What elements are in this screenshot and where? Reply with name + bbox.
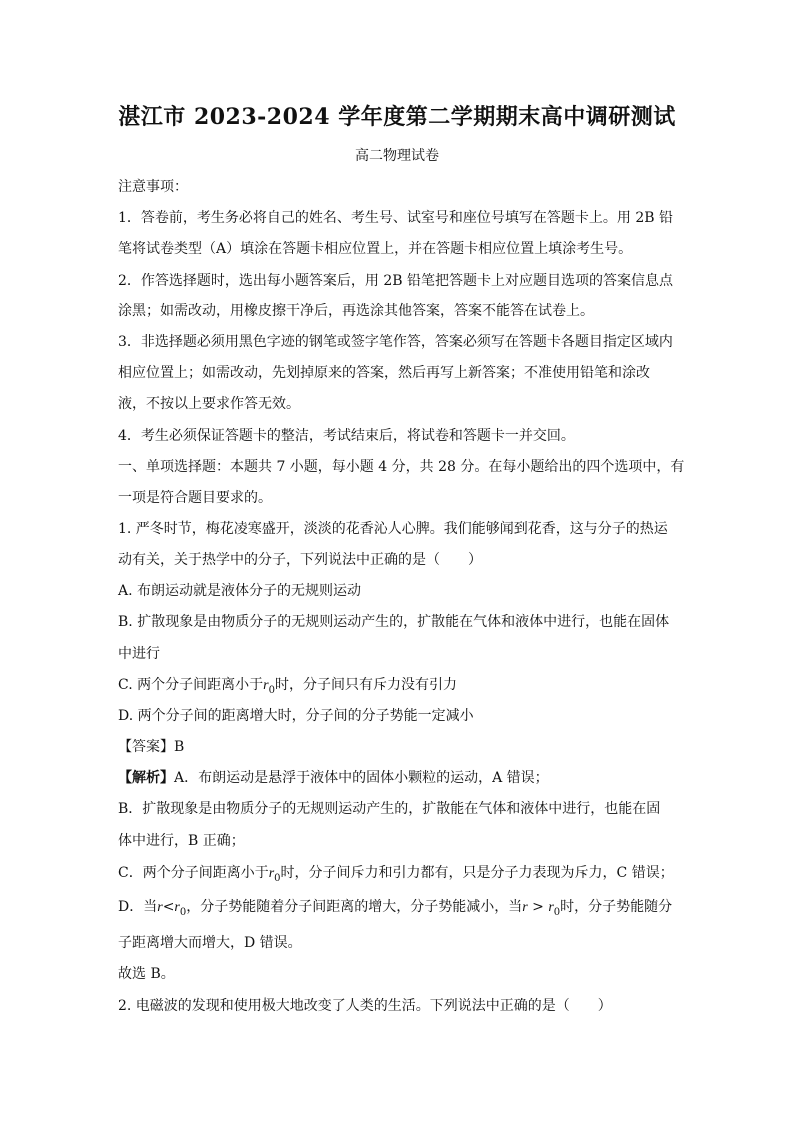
analysis-line-d: D．当$r<r_0$，分子势能随着分子间距离的增大，分子势能减小，当$r > r_0$时，分子势能随分 [118,899,673,918]
notice-line: 1．答卷前，考生务必将自己的姓名、考生号、试室号和座位号填写在答题卡上。用 2B 铅 [118,210,674,226]
notice-line: 2．作答选择题时，选出每小题答案后，用 2B 铅笔把答题卡上对应题目选项的答案信息点 [118,273,674,289]
analysis-line-b: B．扩散现象是由物质分子的无规则运动产生的，扩散能在气体和液体中进行，也能在固 [118,801,661,817]
question-1-option-b: B. 扩散现象是由物质分子的无规则运动产生的，扩散能在气体和液体中进行，也能在固体 [118,614,670,630]
section-heading: 一、单项选择题：本题共 7 小题，每小题 4 分，共 28 分。在每小题给出的四个选项中，有 [118,459,685,475]
notice-heading: 注意事项： [118,179,188,195]
answer-line: 【答案】B [118,739,185,755]
notice-line: 涂黑；如需改动，用橡皮擦干净后，再选涂其他答案，答案不能答在试卷上。 [118,303,594,319]
notice-line: 相应位置上；如需改动，先划掉原来的答案，然后再写上新答案；不准使用铅笔和涂改 [118,365,650,381]
notice-line: 3．非选择题必须用黑色字迹的钢笔或签字笔作答，答案必须写在答题卡各题目指定区域内 [118,334,673,350]
question-1-option-b-cont: 中进行 [118,646,160,662]
analysis-line-b-cont: 体中进行，B 正确； [118,833,245,849]
notice-line: 笔将试卷类型（A）填涂在答题卡相应位置上，并在答题卡相应位置上填涂考生号。 [118,241,633,257]
section-heading-cont: 一项是符合题目要求的。 [118,490,272,506]
question-1-stem-cont: 动有关，关于热学中的分子，下列说法中正确的是（ ） [118,552,482,568]
question-1-option-c: C. 两个分子间距离小于$r_0$时，分子间只有斥力没有引力 [118,677,457,696]
analysis-conclusion: 故选 B。 [118,966,175,982]
question-1-option-a: A. 布朗运动就是液体分子的无规则运动 [118,583,362,599]
question-1-option-d: D. 两个分子间的距离增大时，分子间的分子势能一定减小 [118,708,474,724]
answer-value: B [174,739,185,755]
analysis-line-d-cont: 子距离增大而增大，D 错误。 [118,935,302,951]
analysis-line-a: 【解析】A．布朗运动是悬浮于液体中的固体小颗粒的运动，A 错误； [118,770,549,786]
question-2-stem: 2. 电磁波的发现和使用极大地改变了人类的生活。下列说法中正确的是（ ） [118,998,612,1014]
notice-line: 4．考生必须保证答题卡的整洁，考试结束后，将试卷和答题卡一并交回。 [118,428,575,444]
analysis-line-c: C．两个分子间距离小于$r_0$时，分子间斥力和引力都有，只是分子力表现为斥力，C 错误； [118,865,674,884]
notice-line: 液，不按以上要求作答无效。 [118,396,300,412]
page-subtitle: 高二物理试卷 [355,148,439,164]
page-title: 湛江市 2023-2024 学年度第二学期期末高中调研测试 [118,104,676,130]
question-1-stem: 1. 严冬时节，梅花凌寒盛开，淡淡的花香沁人心脾。我们能够闻到花香，这与分子的热运 [118,521,668,537]
